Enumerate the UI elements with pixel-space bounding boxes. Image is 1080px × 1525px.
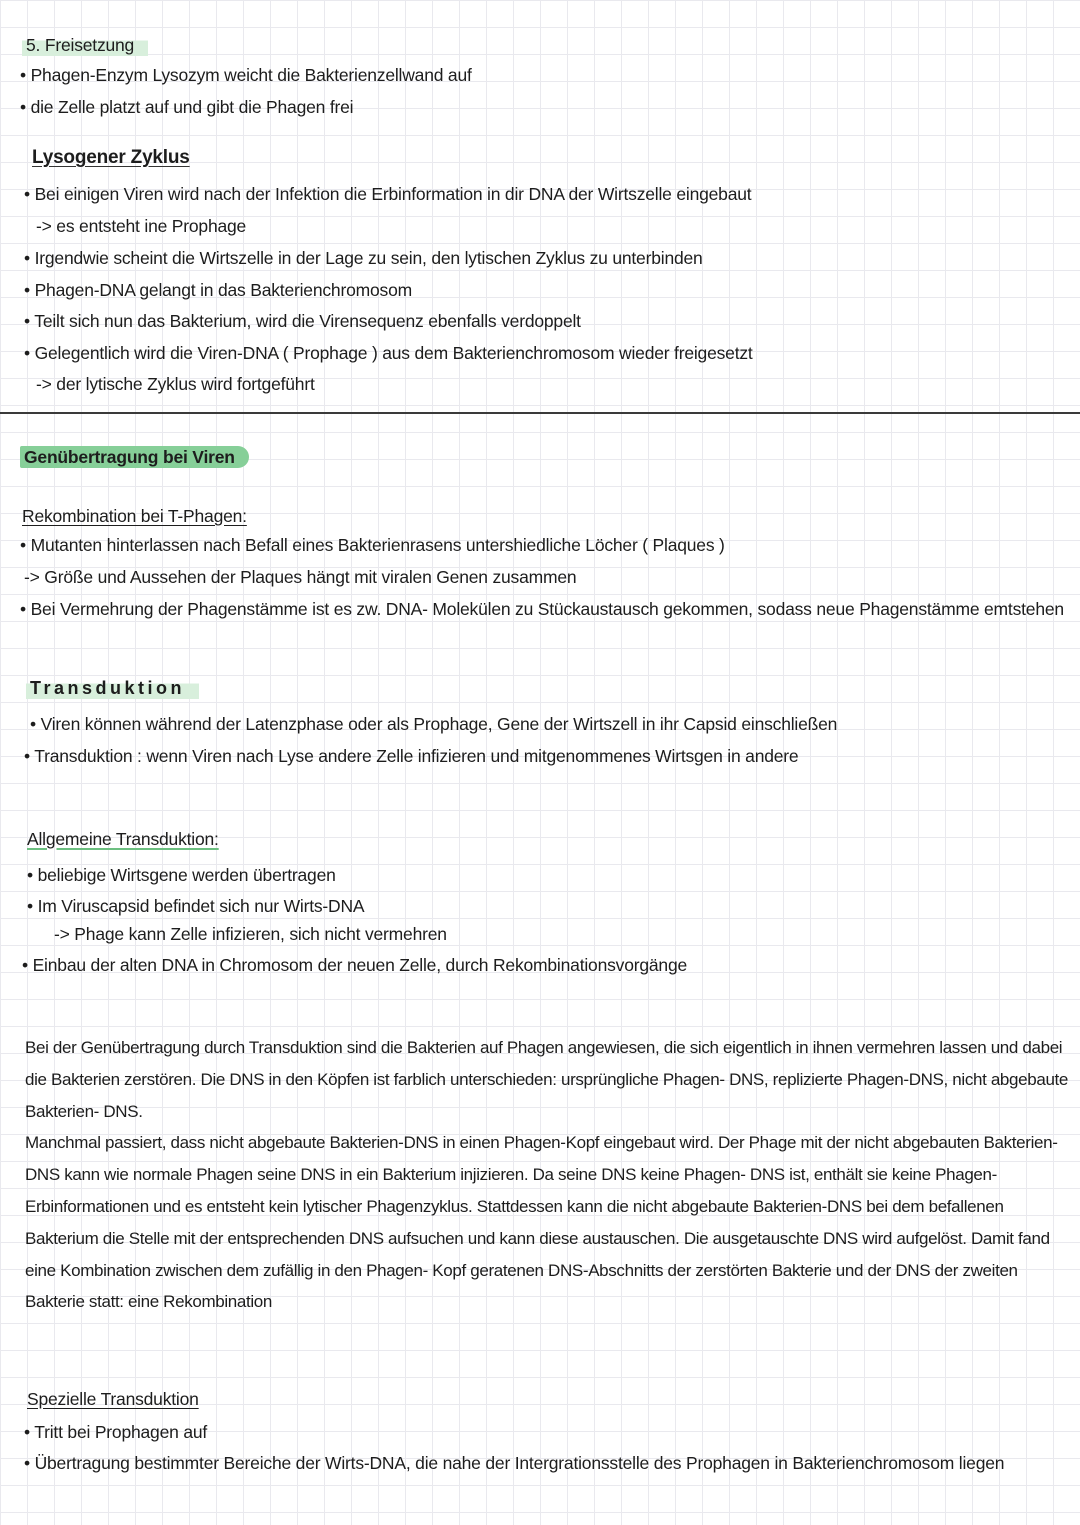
section-divider — [0, 412, 1080, 414]
list-item: • Tritt bei Prophagen auf — [24, 1422, 208, 1442]
section-heading-freisetzung: 5. Freisetzung — [26, 33, 148, 57]
heading-genuebertragung: Genübertragung bei Viren — [24, 445, 249, 469]
list-item: • Bei Vermehrung der Phagenstämme ist es zw. DNA- Molekülen zu Stückaustausch gekommen, sodass neue Phagenstämme emtstehen — [20, 599, 1064, 619]
list-item: • Teilt sich nun das Bakterium, wird die Virensequenz ebenfalls verdoppelt — [24, 311, 581, 331]
heading-lysogener-zyklus: Lysogener Zyklus — [32, 147, 190, 168]
list-item: • Übertragung bestimmter Bereiche der Wirts-DNA, die nahe der Intergrationsstelle des Prophagen in Bakterienchromosom liegen — [24, 1453, 1005, 1473]
transduction-paragraph — [25, 1032, 1077, 1318]
list-item: • Phagen-DNA gelangt in das Bakterienchromosom — [24, 280, 412, 300]
heading-spezielle-transduktion: Spezielle Transduktion — [27, 1389, 199, 1409]
list-item: • die Zelle platzt auf und gibt die Phagen frei — [20, 97, 354, 117]
heading-rekombination: Rekombination bei T-Phagen: — [22, 506, 247, 526]
list-item: • Viren können während der Latenzphase oder als Prophage, Gene der Wirtszell in ihr Capsid einschließen — [30, 714, 838, 734]
heading-allgemeine-transduktion: Allgemeine Transduktion: — [27, 829, 219, 849]
list-item: -> der lytische Zyklus wird fortgeführt — [36, 374, 315, 394]
paragraph-2: Manchmal passiert, dass nicht abgebaute Bakterien-DNS in einen Phagen-Kopf eingebaut wird. Der Phage mit der nicht abgebauten Bakterien- DNS kann wie normale Phagen seine DNS in ein Bakterium injizieren. Da seine DNS keine Phagen- DNS ist, enthält sie keine Phagen- Erbinformationen und es entsteht kein lytischer Phagenzyklus. Stattdessen kann die nicht abgebaute Bakterien-DNS bei dem befallenen Bakterium die Stelle mit der entsprechenden DNS aufsuchen und kann diese austauschen. Die ausgetauschte DNS wird aufgelöst. Damit fand eine Kombination zwischen dem zufällig in den Phagen- Kopf geratenen DNS-Abschnitts der zerstörten Bakterie und der DNS der zweiten Bakterie statt: eine Rekombination — [25, 1133, 1058, 1312]
heading-transduktion: Transduktion — [30, 676, 199, 700]
list-item: • Transduktion : wenn Viren nach Lyse andere Zelle infizieren und mitgenommenes Wirtsgen in andere — [24, 746, 799, 766]
list-item: • beliebige Wirtsgene werden übertragen — [27, 865, 336, 885]
list-item: • Mutanten hinterlassen nach Befall eines Bakterienrasens untershiedliche Löcher ( Plaques ) — [20, 535, 725, 555]
list-item: -> es entsteht ine Prophage — [36, 216, 247, 236]
list-item: • Bei einigen Viren wird nach der Infektion die Erbinformation in dir DNA der Wirtszelle eingebaut — [24, 184, 752, 204]
list-item: • Im Viruscapsid befindet sich nur Wirts-DNA — [27, 896, 365, 916]
list-item: • Einbau der alten DNA in Chromosom der neuen Zelle, durch Rekombinationsvorgänge — [22, 955, 688, 975]
list-item: • Irgendwie scheint die Wirtszelle in der Lage zu sein, den lytischen Zyklus zu unterbinden — [24, 248, 703, 268]
paragraph-1: Bei der Genübertragung durch Transduktion sind die Bakterien auf Phagen angewiesen, die sich eigentlich in ihnen vermehren lassen und dabei die Bakterien zerstören. Die DNS in den Köpfen ist farblich unterschieden: ursprüngliche Phagen- DNS, replizierte Phagen-DNS, nicht abgebaute Bakterien- DNS. — [25, 1038, 1069, 1121]
list-item: • Phagen-Enzym Lysozym weicht die Bakterienzellwand auf — [20, 65, 472, 85]
list-item: • Gelegentlich wird die Viren-DNA ( Prophage ) aus dem Bakterienchromosom wieder freigesetzt — [24, 343, 753, 363]
list-item: -> Größe und Aussehen der Plaques hängt mit viralen Genen zusammen — [24, 567, 577, 587]
list-item: -> Phage kann Zelle infizieren, sich nicht vermehren — [54, 924, 447, 944]
